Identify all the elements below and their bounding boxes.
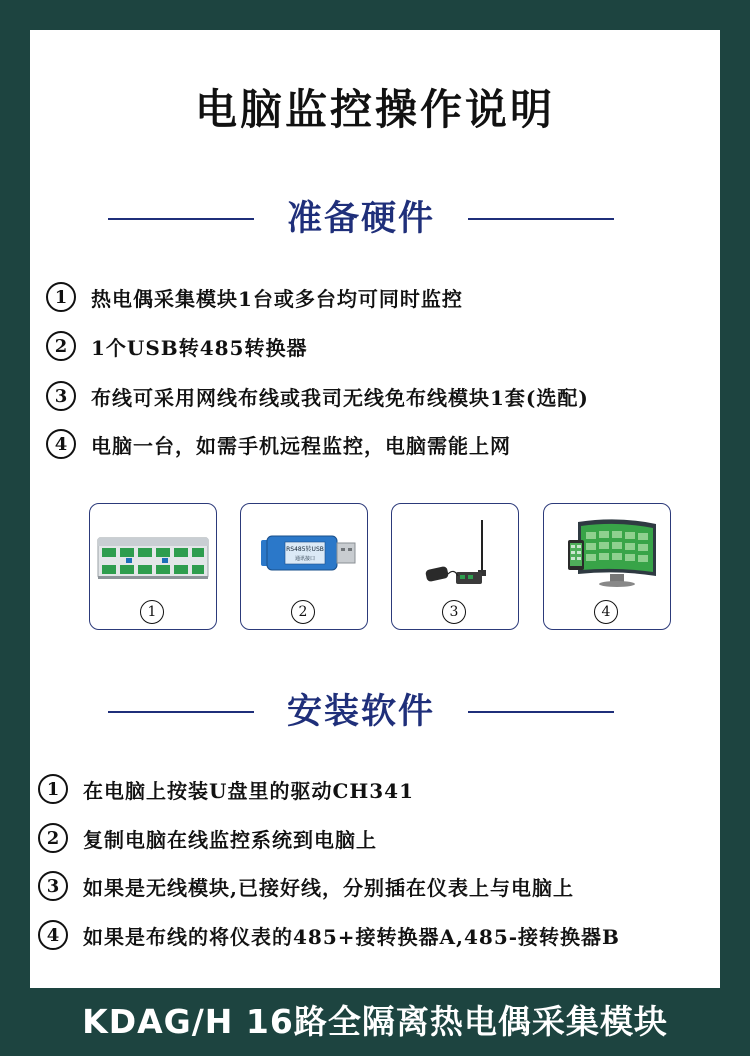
device-label-line2: 通讯接口 — [294, 556, 316, 562]
software-item — [38, 870, 574, 902]
step-number: 4 — [38, 920, 68, 950]
step-number: 2 — [46, 331, 76, 361]
hardware-item — [46, 281, 463, 313]
hardware-image-monitor — [543, 503, 671, 630]
step-number: 3 — [38, 871, 68, 901]
hardware-item — [46, 330, 307, 362]
wireless-module-icon — [396, 510, 514, 596]
image-number: 2 — [291, 600, 315, 624]
software-item — [38, 919, 620, 951]
software-section-heading — [0, 687, 750, 737]
software-item-text: 如果是无线模块,已接好线，分别插在仪表上与电脑上 — [83, 875, 574, 900]
hardware-item-text: 热电偶采集模块1台或多台均可同时监控 — [91, 286, 463, 311]
product-footer-title: KDAG/H 16路全隔离热电偶采集模块 — [82, 1002, 668, 1041]
software-item — [38, 773, 414, 805]
software-item-text: 复制电脑在线监控系统到电脑上 — [83, 827, 377, 852]
image-number: 4 — [594, 600, 618, 624]
hardware-item-text: 布线可采用网线布线或我司无线免布线模块1套(选配) — [91, 385, 589, 410]
hardware-image-wireless-module — [391, 503, 519, 630]
software-item-text: 在电脑上按装U盘里的驱动CH341 — [83, 778, 415, 803]
hardware-heading-label: 准备硬件 — [286, 199, 435, 239]
step-number: 2 — [38, 823, 68, 853]
hardware-image-usb-converter — [240, 503, 368, 630]
image-number: 1 — [140, 600, 164, 624]
heading-divider-right — [468, 711, 614, 713]
acquisition-module-icon — [94, 510, 212, 596]
heading-divider-left — [108, 711, 254, 713]
hardware-item — [46, 380, 589, 412]
step-number: 1 — [46, 282, 76, 312]
usb-485-converter-icon — [245, 510, 363, 596]
step-number: 1 — [38, 774, 68, 804]
step-number: 3 — [46, 381, 76, 411]
software-item — [38, 822, 377, 854]
image-number: 3 — [442, 600, 466, 624]
software-item-text: 如果是布线的将仪表的485+接转换器A,485-接转换器B — [83, 924, 620, 949]
monitor-phone-icon — [548, 510, 666, 596]
hardware-section-heading — [0, 194, 750, 244]
hardware-image-acquisition-module — [89, 503, 217, 630]
hardware-item — [46, 428, 511, 460]
step-number: 4 — [46, 429, 76, 459]
heading-divider-right — [468, 218, 614, 220]
page-title: 电脑监控操作说明 — [194, 85, 555, 134]
hardware-item-text: 电脑一台，如需手机远程监控，电脑需能上网 — [91, 433, 511, 458]
device-label-line1: RS485转USB — [286, 546, 324, 553]
heading-divider-left — [108, 218, 254, 220]
software-heading-label: 安装软件 — [286, 692, 435, 732]
hardware-item-text: 1个USB转485转换器 — [91, 335, 308, 360]
